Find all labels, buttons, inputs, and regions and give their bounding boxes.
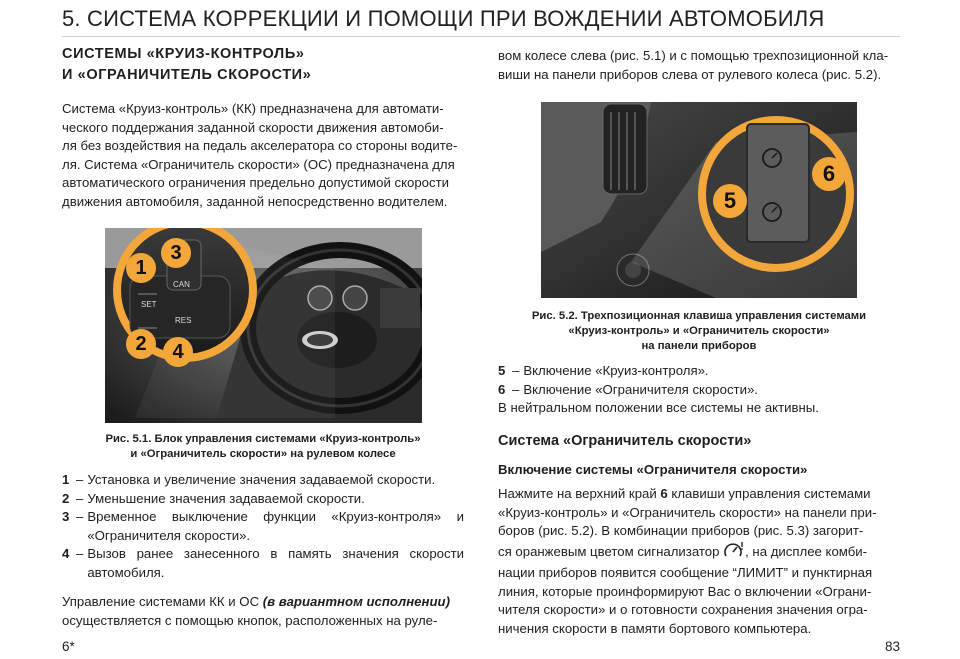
dashboard-illustration: [541, 102, 857, 298]
page-number-left: 6*: [62, 639, 75, 654]
legend-item: 6 – Включение «Ограничителя скорости».: [498, 381, 900, 400]
body-line: линия, которые проинформируют Вас о включении «Ограни-: [498, 583, 872, 599]
caption-line: Рис. 5.2. Трехпозиционная клавиша управления системами: [531, 310, 867, 322]
subsection-title: Система «Ограничитель скорости»: [498, 433, 752, 449]
neutral-note: В нейтральном положении все системы не активны.: [498, 400, 819, 415]
left-column: [62, 44, 464, 211]
list-item: 2 – Уменьшение значения задаваемой скорости.: [62, 490, 464, 509]
subsubsection-title: Включение системы «Ограничителя скорости»: [498, 462, 808, 477]
res-button-label: RES: [175, 316, 192, 325]
badge-4: 4: [163, 337, 193, 367]
list-number: 1: [62, 472, 70, 487]
list-text: Уменьшение значения задаваемой скорости.: [87, 490, 365, 506]
legend-number: 6: [498, 381, 506, 397]
chapter-title: 5. СИСТЕМА КОРРЕКЦИИ И ПОМОЩИ ПРИ ВОЖДЕНИИ АВТОМОБИЛЯ: [62, 6, 825, 31]
speed-limiter-paragraph: [498, 485, 900, 638]
intro-line: ля без воздействия на педаль акселератора со стороны водите-: [62, 138, 458, 153]
body-line: [498, 541, 900, 565]
body-line: чителя скорости» и о готовности сохранения значения огра-: [498, 602, 868, 617]
figure-5-1-photo: [105, 228, 422, 423]
badge-5: 5: [713, 184, 747, 218]
body-text: Нажмите на верхний край 6 клавиши управления системами: [498, 486, 871, 501]
right-top-paragraph: [498, 47, 900, 84]
right-top-line: виши на панели приборов слева от рулевого колеса (рис. 5.2).: [498, 66, 882, 82]
intro-line: ческого поддержания заданной скорости движения автомоби-: [62, 119, 444, 135]
list-item: 1 – Установка и увеличение значения задаваемой скорости.: [62, 471, 464, 490]
legend-item: 5 – Включение «Круиз-контроля».: [498, 362, 900, 381]
legend-number: 5: [498, 363, 506, 378]
intro-line: автоматического ограничения предельно допустимой скорости: [62, 175, 450, 190]
figure-5-2-photo: [541, 102, 857, 298]
intro-paragraph: [62, 100, 464, 211]
control-text-emphasis: (в вариантном исполнении): [262, 594, 450, 609]
caption-line: «Круиз-контроль» и «Ограничитель скорости»: [568, 325, 830, 337]
list-number: 4: [62, 546, 70, 561]
section-title-line2: И «ОГРАНИЧИТЕЛЬ СКОРОСТИ»: [62, 67, 312, 83]
body-text: , на дисплее комби-: [745, 543, 868, 559]
control-line: осуществляется с помощью кнопок, расположенных на руле-: [62, 612, 438, 628]
caption-line: Рис. 5.1. Блок управления системами «Круиз-контроль»: [105, 433, 421, 445]
intro-line: Система «Круиз-контроль» (КК) предназначена для автомати-: [62, 101, 444, 116]
badge-3: 3: [161, 238, 191, 268]
list-text: Установка и увеличение значения задаваемой скорости.: [87, 472, 436, 487]
body-line: ничения скорости в памяти бортового компьютера.: [498, 620, 812, 636]
can-button-label: CAN: [173, 280, 190, 289]
body-text: ся оранжевым цветом сигнализатор: [498, 543, 720, 559]
figure-5-1-caption: [62, 432, 464, 462]
list-number: 2: [62, 490, 70, 506]
list-item: 4 – Вызов ранее занесенного в память значения скорости автомобиля.: [62, 545, 464, 582]
badge-2: 2: [126, 329, 156, 359]
intro-line: ля. Система «Ограничитель скорости» (ОС) предназначена для: [62, 156, 455, 172]
caption-line: и «Ограничитель скорости» на рулевом колесе: [130, 448, 396, 460]
list-item: 3 – Временное выключение функции «Круиз-контроля» и «Ограничителя скорости».: [62, 508, 464, 545]
body-line: боров (рис. 5.2). В комбинации приборов (рис. 5.3) загорит-: [498, 523, 864, 538]
badge-1: 1: [126, 253, 156, 283]
page-number-right: 83: [885, 639, 901, 654]
badge-6: 6: [812, 157, 846, 191]
control-line: [62, 593, 464, 612]
body-line: «Круиз-контроль» и «Ограничитель скорости» на панели при-: [498, 504, 877, 520]
caption-line: на панели приборов: [641, 340, 757, 352]
list-text: Вызов ранее занесенного в память значения скорости автомобиля.: [87, 546, 464, 580]
controls-list: [62, 471, 464, 582]
list-number: 3: [62, 509, 70, 524]
legend-text: Включение «Круиз-контроля».: [523, 363, 709, 378]
list-text: Временное выключение функции «Круиз-контроля» и «Ограничителя скорости».: [87, 509, 464, 543]
switch-legend: [498, 362, 900, 418]
intro-line: движения автомобиля, заданной непосредственно водителем.: [62, 193, 448, 209]
steering-wheel-illustration: [105, 228, 422, 423]
control-paragraph: [62, 593, 464, 630]
chapter-divider: [62, 36, 900, 37]
speed-limiter-indicator-icon: [723, 541, 745, 565]
figure-5-2-caption: [498, 309, 900, 354]
set-button-label: SET: [141, 300, 157, 309]
body-line: [498, 485, 900, 504]
right-top-line: вом колесе слева (рис. 5.1) и с помощью трехпозиционной кла-: [498, 48, 889, 63]
body-line: нации приборов появится сообщение “ЛИМИТ” и пунктирная: [498, 565, 873, 580]
section-title-line1: СИСТЕМЫ «КРУИЗ-КОНТРОЛЬ»: [62, 46, 305, 62]
key-6-reference: 6: [660, 486, 668, 501]
legend-text: Включение «Ограничителя скорости».: [523, 381, 758, 397]
control-text: Управление системами КК и ОС: [62, 594, 263, 609]
